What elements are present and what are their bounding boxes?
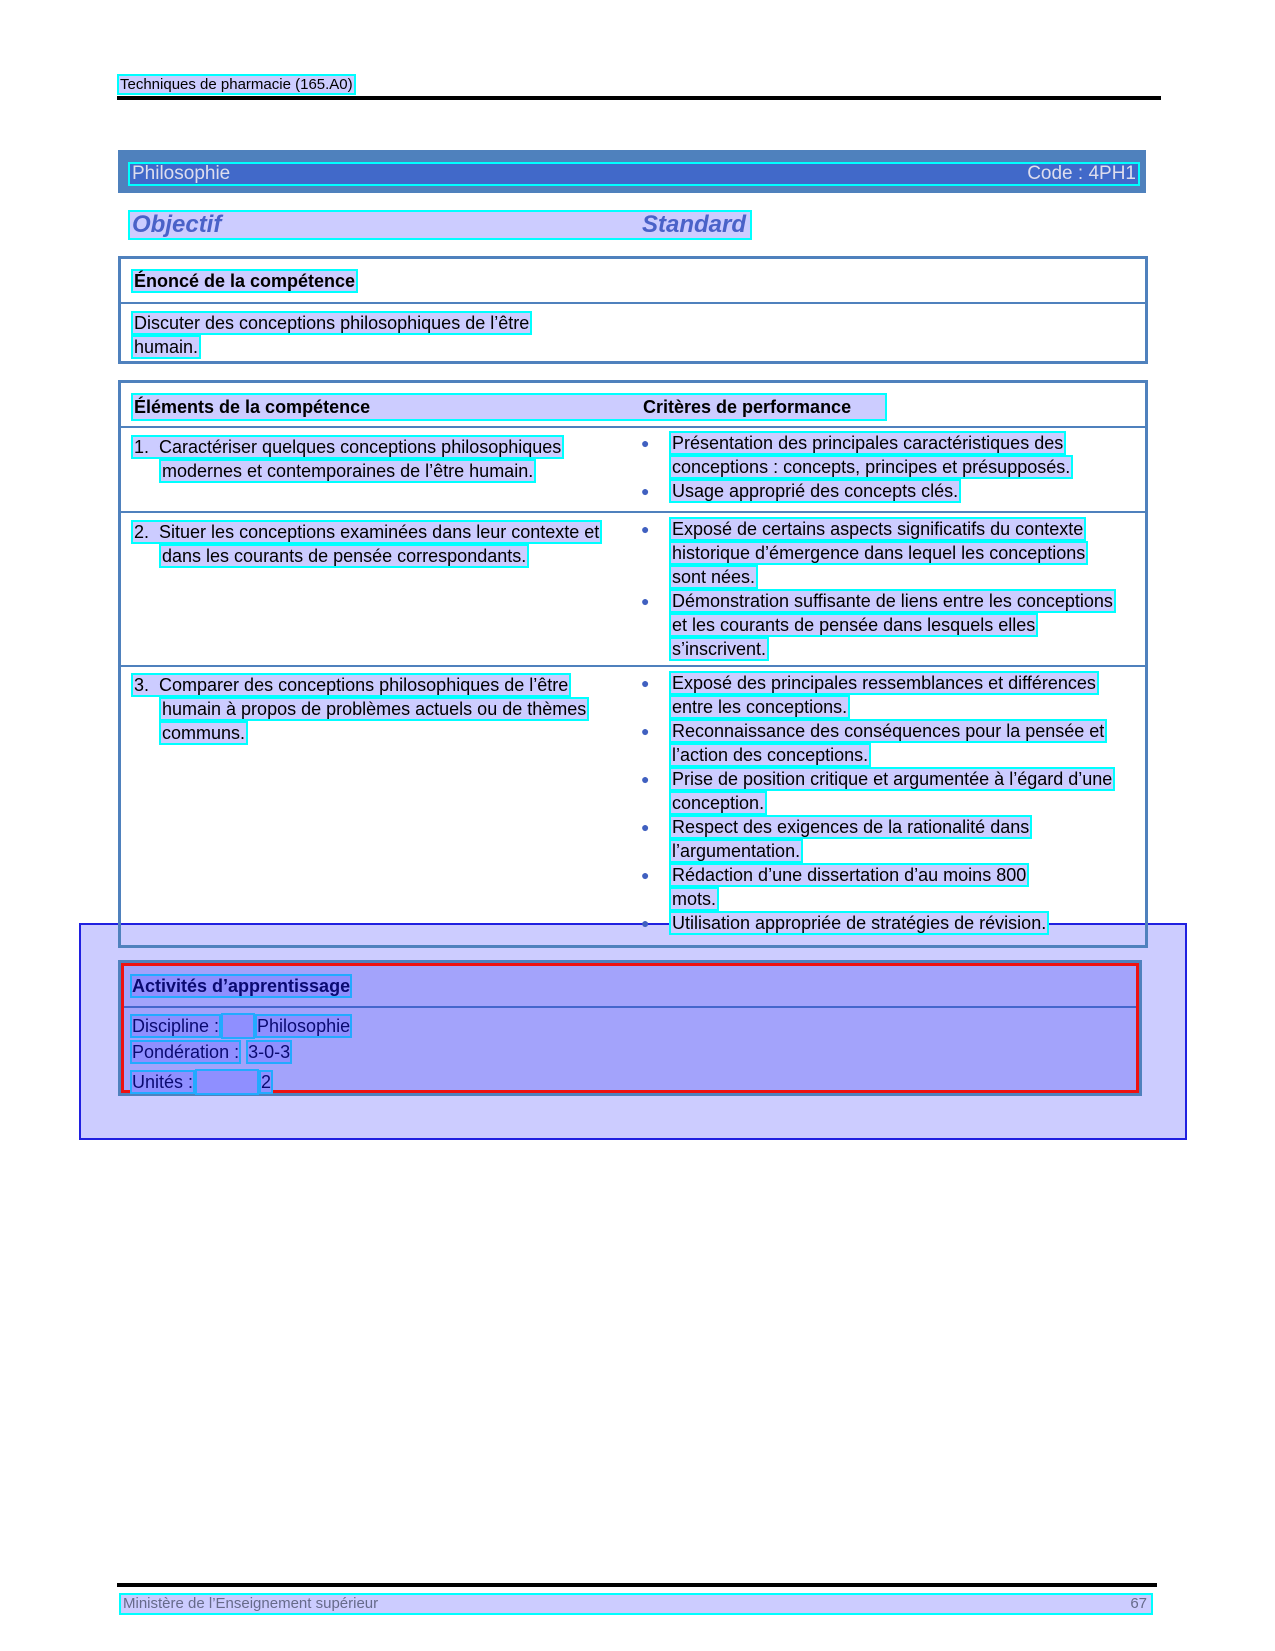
element-cell: [131, 435, 629, 483]
criterion: [641, 671, 1121, 719]
enonce-heading: Énoncé de la compétence: [131, 269, 358, 293]
elements-table: [118, 380, 1148, 948]
criterion-text: Démonstration suffisante de liens entre les conceptions et les courants de pensée dans lesquels elles s’inscrivent.: [669, 589, 1116, 661]
criteria-heading: Critères de performance: [643, 397, 852, 417]
course-code: Code : 4PH1: [1027, 163, 1136, 184]
element-text: Caractériser quelques conceptions philosophiques modernes et contemporaines de l’être humain.: [159, 437, 562, 481]
element-number: 2.: [134, 522, 150, 542]
criterion: [641, 863, 1059, 911]
criterion-text: Rédaction d’une dissertation d’au moins 800 mots.: [669, 863, 1029, 911]
bullet-icon: ●: [641, 771, 650, 787]
footer-rule: [117, 1583, 1157, 1587]
enonce-text: Discuter des conceptions philosophiques de l’être humain.: [131, 311, 532, 359]
bullet-icon: ●: [641, 819, 650, 835]
table-header-row: [131, 393, 881, 421]
criteria-cell: [641, 517, 1121, 661]
criterion-text: Usage approprié des concepts clés.: [669, 479, 961, 503]
course-discipline: Philosophie: [132, 163, 231, 184]
ponderation-row: [130, 1041, 292, 1063]
criterion: [641, 431, 1121, 479]
bullet-icon: ●: [641, 867, 650, 883]
unites-label: Unités :: [132, 1072, 194, 1092]
course-title-row: [128, 162, 1140, 186]
ponderation-value: 3-0-3: [248, 1042, 291, 1062]
criterion: [641, 815, 1121, 863]
criterion: [641, 767, 1121, 815]
criterion-text: Exposé des principales ressemblances et différences entre les conceptions.: [669, 671, 1099, 719]
unites-row: [130, 1069, 273, 1095]
element-cell: [131, 673, 629, 745]
element-cell: [131, 520, 629, 568]
criterion-text: Exposé de certains aspects significatifs du contexte historique d’émergence dans lequel les conceptions sont nées.: [669, 517, 1088, 589]
header-rule: [117, 96, 1161, 100]
criterion: [641, 517, 1121, 589]
element-highlight: [131, 520, 602, 568]
elements-heading: Éléments de la compétence: [134, 397, 371, 417]
criterion-text: Prise de position critique et argumentée à l’égard d’une conception.: [669, 767, 1115, 815]
column-headings: [128, 210, 752, 240]
divider: [121, 426, 1145, 428]
activities-heading-row: [130, 975, 352, 997]
criterion-text: Reconnaissance des conséquences pour la pensée et l’action des conceptions.: [669, 719, 1107, 767]
discipline-label: Discipline :: [132, 1016, 220, 1036]
criteria-cell: [641, 671, 1121, 935]
criterion-text: Respect des exigences de la rationalité dans l’argumentation.: [669, 815, 1032, 863]
unites-value: 2: [261, 1072, 272, 1092]
criterion: [641, 719, 1121, 767]
criterion: [641, 911, 1121, 935]
enonce-text-cell: [131, 311, 591, 359]
table-header-highlight: [131, 393, 887, 421]
criterion: [641, 479, 1121, 503]
bullet-icon: ●: [641, 915, 650, 931]
objectif-heading: Objectif: [132, 211, 222, 238]
divider: [121, 511, 1145, 513]
activities-heading: Activités d’apprentissage: [132, 976, 351, 996]
criterion: [641, 589, 1121, 661]
element-number: 3.: [134, 675, 150, 695]
criterion-text: Présentation des principales caractéristiques des conceptions : concepts, principes et présupposés.: [669, 431, 1073, 479]
element-highlight: [131, 435, 564, 483]
divider: [121, 665, 1145, 667]
criteria-cell: [641, 431, 1121, 503]
bullet-icon: ●: [641, 435, 650, 451]
discipline-value: Philosophie: [257, 1016, 351, 1036]
divider: [124, 1006, 1136, 1008]
standard-heading: Standard: [642, 211, 747, 238]
discipline-row: [130, 1013, 352, 1039]
spacer: [221, 1013, 255, 1039]
element-text: Situer les conceptions examinées dans leur contexte et dans les courants de pensée correspondants.: [159, 522, 600, 566]
divider: [121, 302, 1145, 304]
ponderation-label: Pondération :: [132, 1042, 240, 1062]
bullet-icon: ●: [641, 723, 650, 739]
element-highlight: [131, 673, 589, 745]
bullet-icon: ●: [641, 593, 650, 609]
bullet-icon: ●: [641, 483, 650, 499]
footer-ministry: Ministère de l’Enseignement supérieur: [123, 1595, 379, 1612]
spacer: [195, 1069, 259, 1095]
element-text: Comparer des conceptions philosophiques de l’être humain à propos de problèmes actuels ou de thèmes communs.: [159, 675, 587, 743]
enonce-box: [118, 256, 1148, 364]
bullet-icon: ●: [641, 521, 650, 537]
running-header: Techniques de pharmacie (165.A0): [117, 76, 356, 93]
page-number: 67: [1130, 1595, 1147, 1612]
criterion-text: Utilisation appropriée de stratégies de révision.: [669, 911, 1049, 935]
footer: [119, 1593, 1153, 1615]
element-number: 1.: [134, 437, 150, 457]
enonce-heading-cell: [131, 269, 601, 293]
bullet-icon: ●: [641, 675, 650, 691]
